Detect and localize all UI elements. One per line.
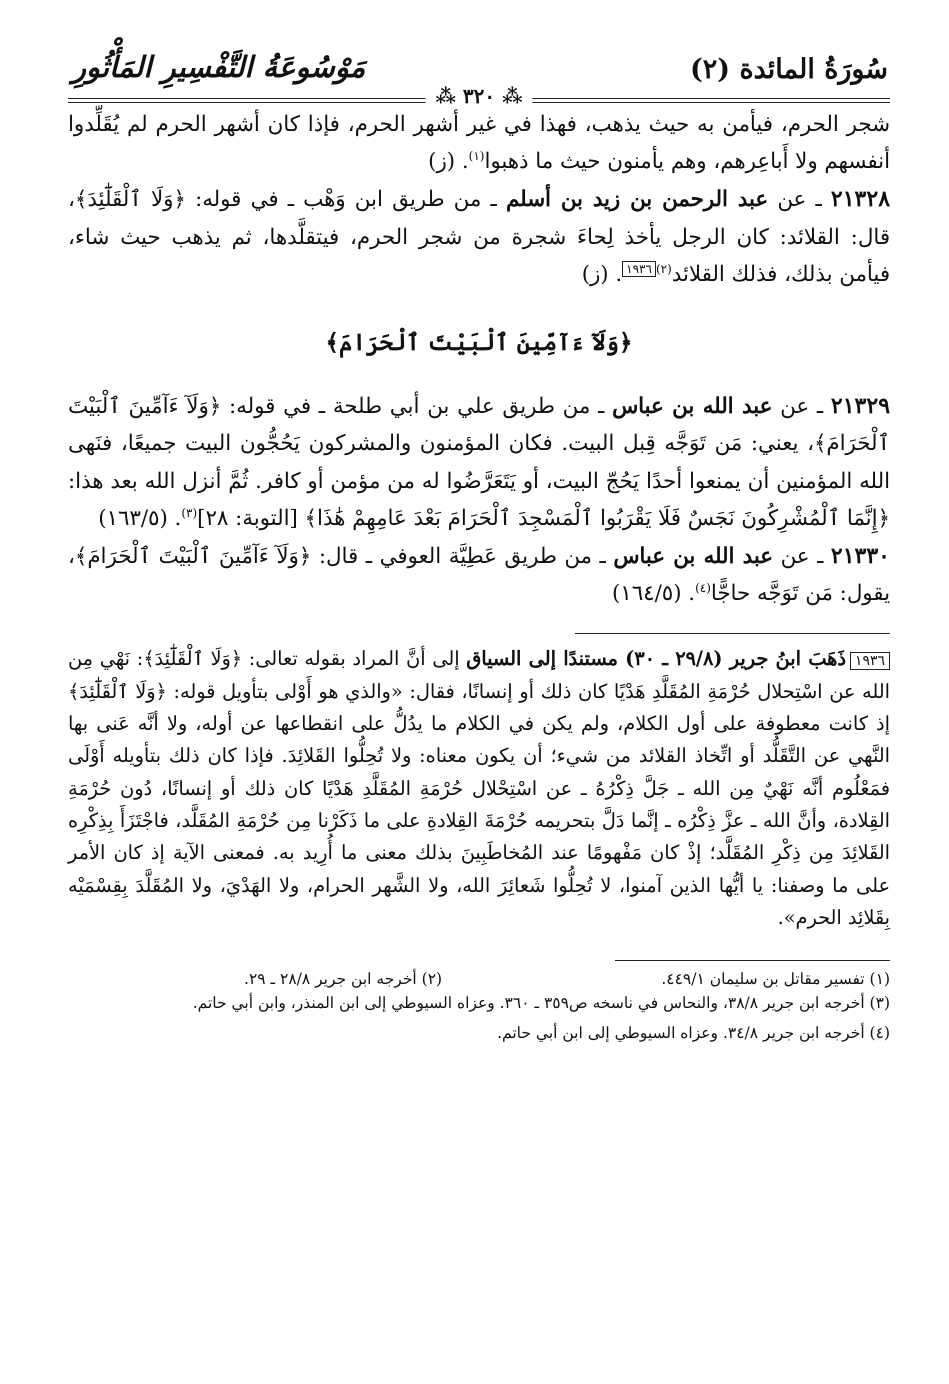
- footnote-marker: (١): [468, 149, 485, 164]
- commentary-rule: [575, 633, 890, 634]
- commentary-note: ١٩٣٦ذَهَبَ ابنُ جرير (٢٩/٨ ـ ٣٠) مستندًا إلى السياق إلى أنَّ المراد بقوله تعالى: ﴿وَلَا ٱلْقَلَٰٓئِدَ﴾: نَهْي مِن الله عن اسْتِحلال حُرْمَةِ المُقَلَّدِ هَدْيًا كان ذلك أو إنسانًا، فقال: «والذي هو أَوْلى بتأويل قوله: ﴿وَلَا ٱلْقَلَٰٓئِدَ﴾ إذ كانت معطوفة على أول الكلام، ولم يكن في الكلام ما يدُلُّ على انقطاعها عن أوله، ولا أنَّه عَنى بها النَّهي عن التَّقَلُّد أو اتِّخاذ القلائد من شيء؛ أن يكون معناه: ولا تُحِلُّوا القَلائِدَ. فإذا كان ذلك بتأويله أَوْلَى فمَعْلُوم أنَّه نَهْيٌ مِن الله ـ جَلَّ ذِكْرُهُ ـ عن اسْتِحْلال حُرْمَةِ المُقَلَّدِ هَدْيًا كان ذلك أو إنسانًا، دُون حُرْمَةِ القِلادة، وأنَّ الله ـ عزَّ ذِكْرُه ـ إنَّما دَلَّ بتحريمه حُرْمَةَ القِلادةِ على ما ذَكَرْنا مِن حُرْمَةِ المُقَلَّد، فاجْتَزَأَ بِذِكْرِه القَلائِدَ مِن ذِكْرِ المُقَلَّد؛ إذْ كان مَفْهومًا عند المُخاطَبِينَ بذلك معنى ما أُرِيد به. فمعنى الآية إذ كان الأمر على ما وصفنا: يا أيُّها الذين آمنوا، لا تُحِلُّوا شَعائِرَ الله، ولا الشَّهر الحرام، ولا الهَدْيَ، ولا المُقَلَّدَ بِقِسْمَيْه بِقَلائِد الحرم».: [68, 647, 890, 929]
- note-number-box: ١٩٣٦: [850, 652, 890, 670]
- running-header: [68, 40, 890, 106]
- narration-entry: ٢١٣٢٩ ـ عن عبد الله بن عباس ـ من طريق علي بن أبي طلحة ـ في قوله: ﴿وَلَآ ءَآمِّينَ ٱلْبَيْتَ ٱلْحَرَامَ﴾، يعني: مَن تَوَجَّه قِبل البيت. فكان المؤمنون والمشركون يَحُجُّون البيت جميعًا، فنَهى الله المؤمنين أن يمنعوا أحدًا يَحُجّ البيت، أو يَتَعَرَّضُوا له من مؤمن أو كافر. ثُمَّ أنزل الله بعد هذا: ﴿إِنَّمَا ٱلْمُشْرِكُونَ نَجَسٌ فَلَا يَقْرَبُوا ٱلْمَسْجِدَ ٱلْحَرَامَ بَعْدَ عَامِهِمْ هَٰذَا﴾ [التوبة: ٢٨]$^{(٣)}$. (١٦٣/٥): [68, 393, 891, 531]
- narrator-name: عبد الله بن عباس: [612, 394, 773, 420]
- note-reference-box: ١٩٣٦: [622, 261, 656, 277]
- continued-paragraph: شجر الحرم، فيأمن به حيث يذهب، فهذا في غير أشهر الحرم، فإذا كان أشهر الحرم لم يُقَلِّدوا أنفسهم ولا أَباعِرهم، وهم يأمنون حيث ما ذهبوا$^{(١)}$. (ز): [68, 112, 890, 175]
- main-text: [68, 106, 890, 612]
- narration-entry: ٢١٣٢٨ ـ عن عبد الرحمن بن زيد بن أسلم ـ من طريق ابن وَهْب ـ في قوله: ﴿وَلَا ٱلْقَلَٰٓئِدَ﴾، قال: القلائد: كان الرجل يأخذ لِحاءَ شجرة من شجر الحرم، فيتقلَّدها، ثم يذهب حيث شاء، فيأمن بذلك، فذلك القلائد$^{(٢)}$١٩٣٦. (ز): [68, 186, 891, 287]
- footnote-4: (٤) أخرجه ابن جرير ٣٤/٨. وعزاه السيوطي إلى ابن أبي حاتم.: [497, 1024, 890, 1043]
- narrator-name: عبد الرحمن بن زيد بن أسلم: [505, 187, 769, 213]
- footnotes: [68, 967, 890, 1045]
- book-title: مَوْسُوعَةُ التَّفْسِيرِ المَأْثُورِ: [72, 50, 366, 84]
- footnote-marker: (٤): [695, 581, 711, 596]
- footnote-rule: [615, 960, 890, 961]
- footnote-marker: (٢): [655, 261, 672, 276]
- page-number: ⁂ ٣٢٠ ⁂: [425, 84, 532, 108]
- section-heading: ﴿وَلَآ ءَآمِّينَ ٱلْبَيْتَ ٱلْحَرَامَ﴾: [325, 329, 633, 357]
- book-page: [68, 40, 890, 1045]
- footnote-1: (١) تفسير مقاتل بن سليمان ٤٤٩/١.: [661, 970, 890, 989]
- surah-title: سُورَةُ المائدة (٢): [689, 54, 888, 85]
- narrator-name: عبد الله بن عباس: [613, 544, 773, 570]
- entry-number: ٢١٣٣٠: [830, 543, 890, 570]
- narration-entry: ٢١٣٣٠ ـ عن عبد الله بن عباس ـ من طريق عَطِيَّة العوفي ـ قال: ﴿وَلَآ ءَآمِّينَ ٱلْبَيْتَ ٱلْحَرَامَ﴾، يقول: مَن تَوَجَّه حاجًّا$^{(٤)}$. (١٦٤/٥): [68, 543, 890, 607]
- entry-number: ٢١٣٢٨: [830, 186, 891, 213]
- footnote-marker: (٣): [181, 505, 198, 520]
- footnote-2: (٢) أخرجه ابن جرير ٢٨/٨ ـ ٢٩.: [244, 970, 443, 989]
- footnote-3: (٣) أخرجه ابن جرير ٣٨/٨، والنحاس في ناسخه ص٣٥٩ ـ ٣٦٠. وعزاه السيوطي إلى ابن المنذر، وابن أبي حاتم.: [192, 994, 890, 1013]
- entry-number: ٢١٣٢٩: [830, 393, 891, 420]
